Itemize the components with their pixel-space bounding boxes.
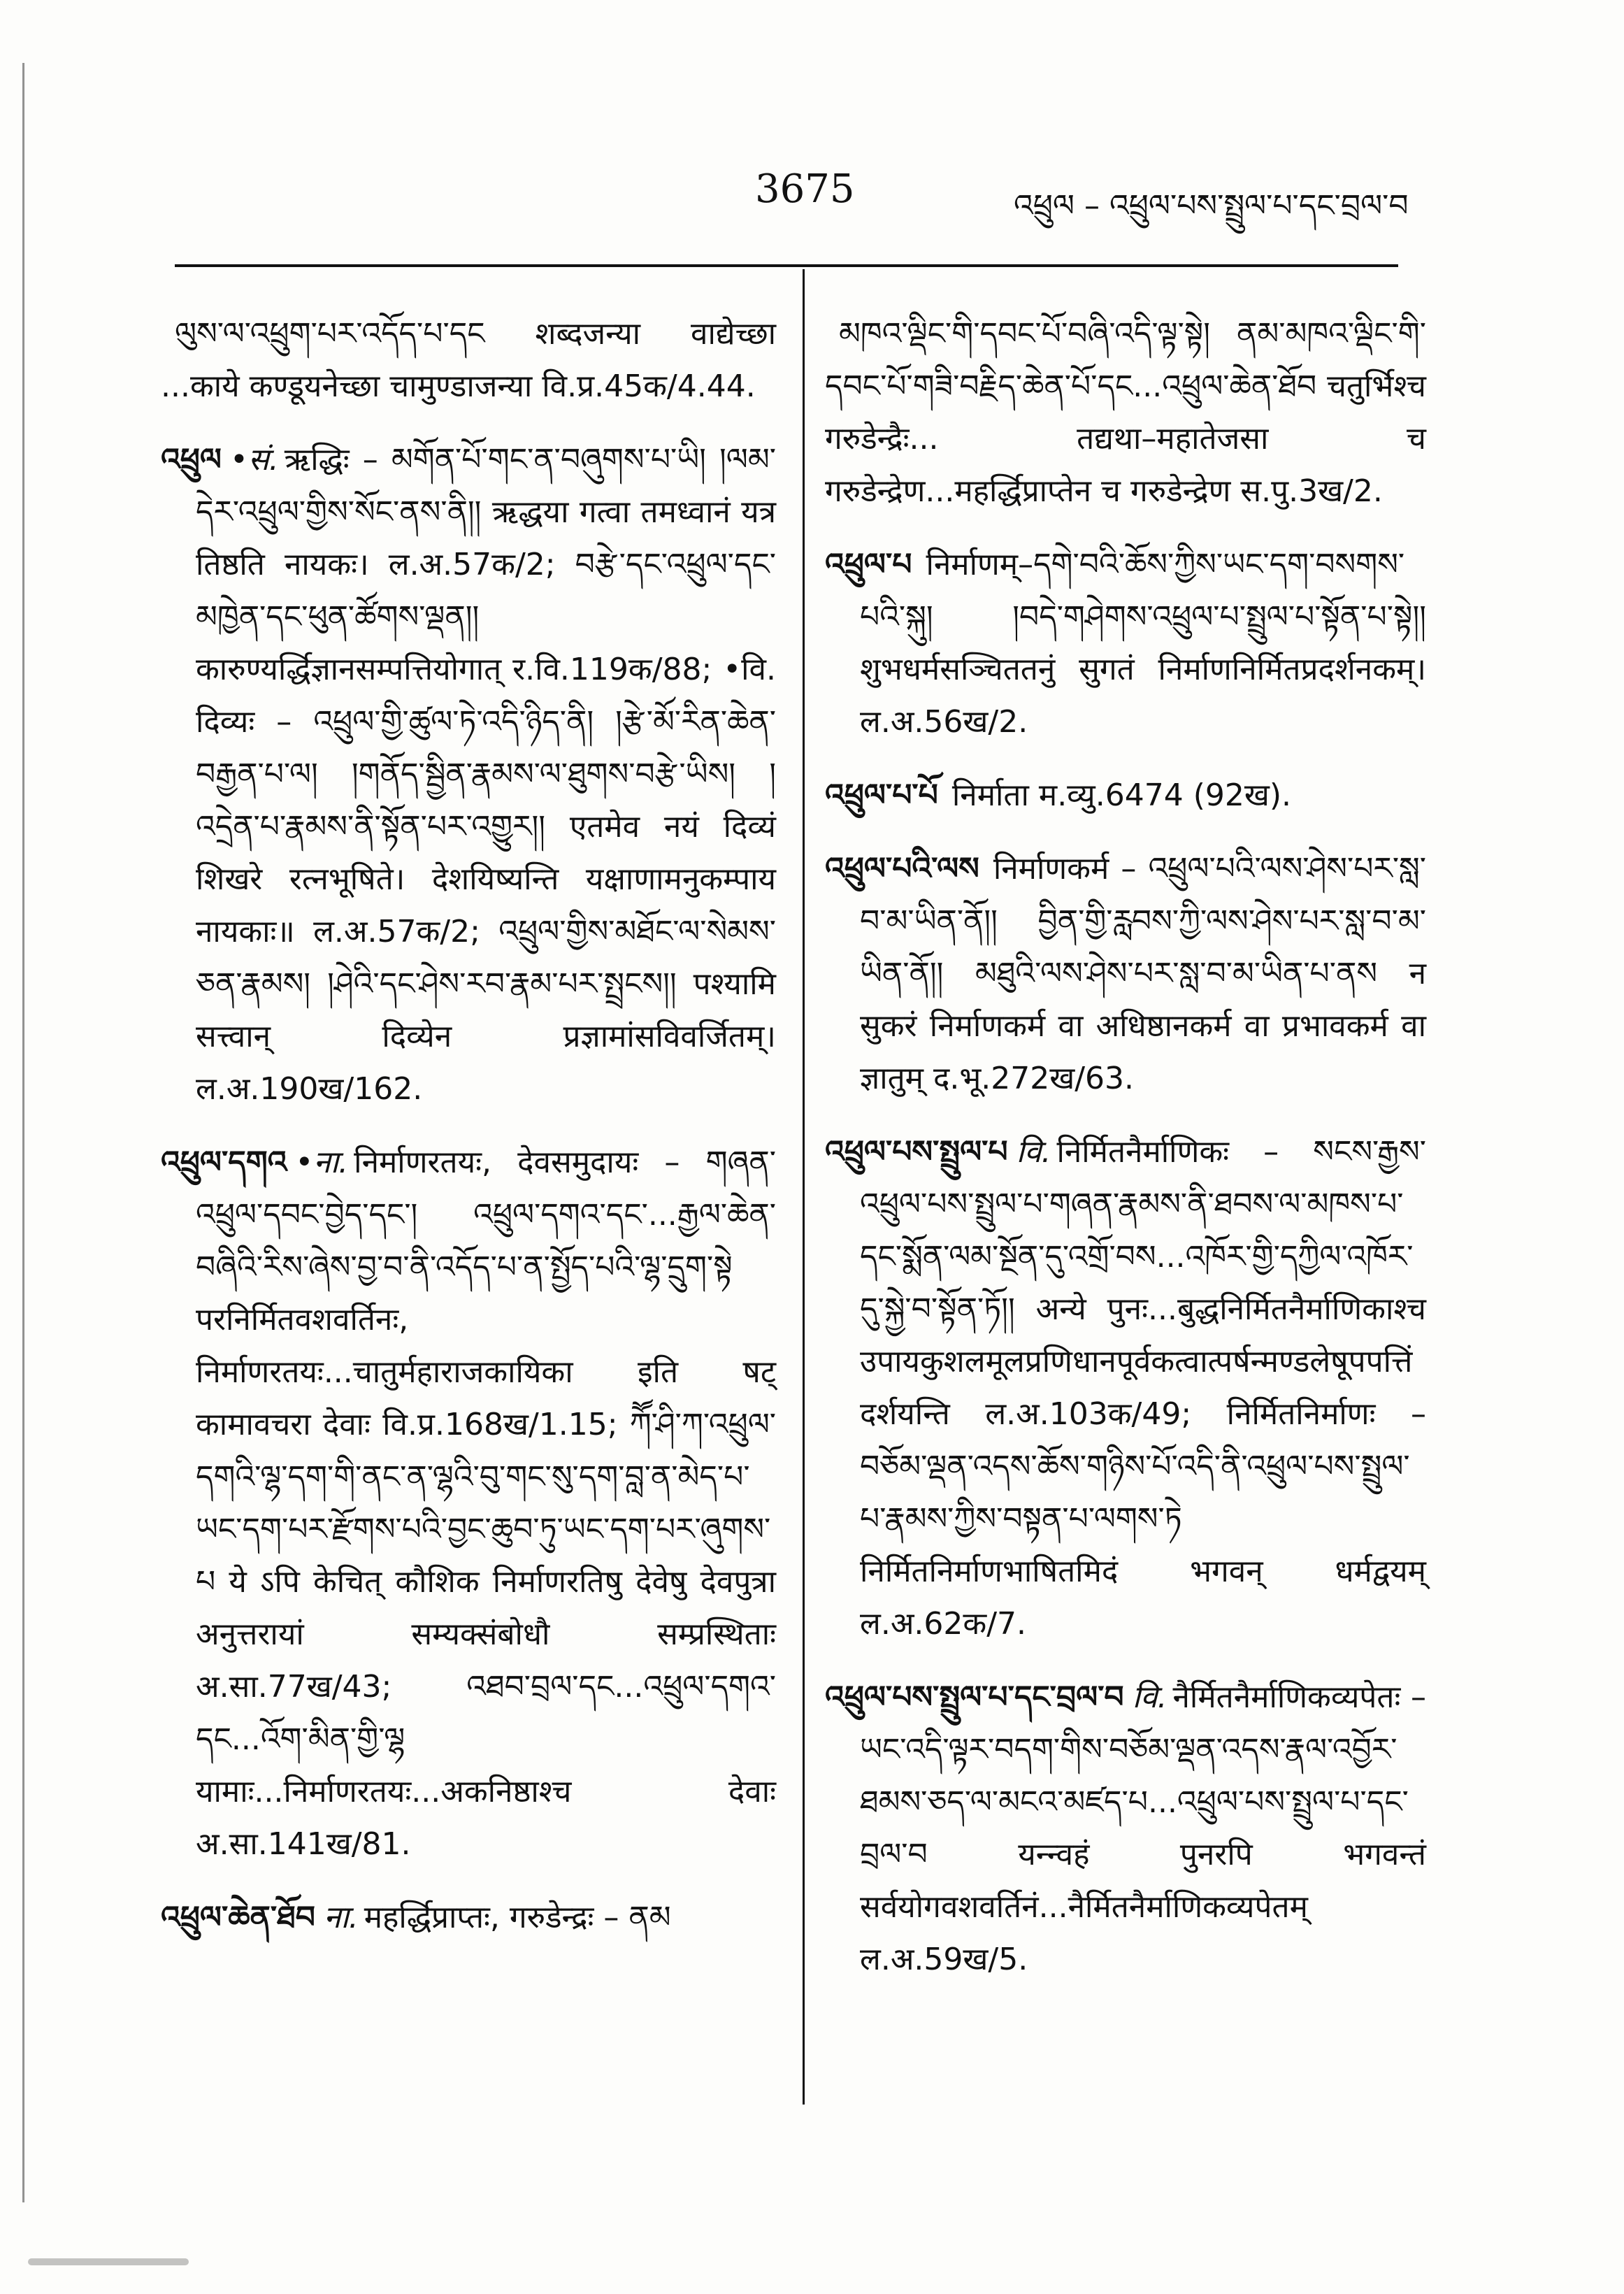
entry-headword: འཕྲུལ་པས་སྤྲུལ་པ: [825, 1134, 1008, 1170]
entry-headword: འཕྲུལ: [161, 442, 222, 478]
dictionary-entry: [825, 1671, 1426, 1986]
page-number: 3675: [755, 166, 855, 212]
dictionary-entry: [161, 308, 776, 413]
entry-text: निर्माणरतयः, देवसमुदायः – གཞན་འཕྲུལ་དབང་བྱེད་དང་། འཕྲུལ་དགའ་དང་...རྒྱལ་ཆེན་བཞིའི་རིས་ཞེས་བྱ་བ་ནི་འདོད་པ་ན་སྤྱོད་པའི་ལྷ་དྲུག་སྟེ परनिर्मितवशवर्तिनः, निर्माणरतयः...चातुर्महाराजकायिका इति षट् कामावचरा देवाः वि.प्र.168ख/1.15; ཀཽ་ཤི་ཀ་འཕྲུལ་དགའི་ལྷ་དག་གི་ནང་ན་ལྷའི་བུ་གང་སུ་དག་བླ་ན་མེད་པ་ཡང་དག་པར་རྫོགས་པའི་བྱང་ཆུབ་ཏུ་ཡང་དག་པར་ཞུགས་པ ये ऽपि केचित् कौशिक निर्माणरतिषु देवेषु देवपुत्रा अनुत्तरायां सम्यक्संबोधौ सम्प्रस्थिताः अ.सा.77ख/43; འཐབ་བྲལ་དང...འཕྲུལ་དགའ་དང...འོག་མིན་གྱི་ལྷ यामाः...निर्माणरतयः...अकनिष्ठाश्च देवाः अ.सा.141ख/81.: [196, 1145, 776, 1862]
dictionary-entry: [161, 1891, 776, 1944]
entry-headword: འཕྲུལ་པའི་ལས: [825, 851, 979, 887]
entry-tag: •ना.: [295, 1145, 349, 1180]
entry-text: མཁའ་ལྡིང་གི་དབང་པོ་བཞི་འདི་ལྟ་སྟེ། ནམ་མཁའ་ལྡིང་གི་དབང་པོ་གཟི་བརྗིད་ཆེན་པོ་དང...འཕྲུལ་ཆེན་ཐོབ चतुर्भिश्च गरुडेन्द्रैः... तद्यथा–महातेजसा च गरुडेन्द्रेण...महर्द्धिप्राप्तेन च गरुडेन्द्रेण स.पु.3ख/2.: [825, 316, 1426, 509]
scan-margin-line: [22, 63, 24, 2202]
running-head: འཕྲུལ – འཕྲུལ་པས་སྤྲུལ་པ་དང་བྲལ་བ: [1014, 188, 1409, 224]
entry-headword: འཕྲུལ་པས་སྤྲུལ་པ་དང་བྲལ་བ: [825, 1679, 1124, 1715]
dictionary-entry: [161, 433, 776, 1115]
entry-headword: འཕྲུལ་པ་པོ: [825, 777, 938, 813]
dictionary-entry: [161, 1136, 776, 1870]
entry-text: निर्मितनैर्माणिकः – སངས་རྒྱས་འཕྲུལ་པས་སྤྲུལ་པ་གཞན་རྣམས་ནི་ཐབས་ལ་མཁས་པ་དང་སྨོན་ལམ་སྔོན་དུ་འགྲོ་བས...འཁོར་གྱི་དཀྱིལ་འཁོར་དུ་སྐྱེ་བ་སྟོན་ཏོ།། अन्ये पुनः...बुद्धनिर्मितनैर्माणिकाश्च उपायकुशलमूलप्रणिधानपूर्वकत्वात्पर्षन्मण्डलेषूपपत्तिं दर्शयन्ति ल.अ.103क/49; निर्मितनिर्माणः – བཅོམ་ལྡན་འདས་ཆོས་གཉིས་པོ་འདི་ནི་འཕྲུལ་པས་སྤྲུལ་པ་རྣམས་ཀྱིས་བསྟན་པ་ལགས་ཏེ निर्मितनिर्माणभाषितमिदं भगवन् धर्मद्वयम् ल.अ.62क/7.: [860, 1134, 1426, 1642]
entry-text: ལུས་ལ་འཕྲུག་པར་འདོད་པ་དང शब्दजन्या वाद्येच्छा ...काये कण्डूयनेच्छा चामुण्डाजन्या वि.प्र.45क/4.44.: [161, 316, 776, 404]
dictionary-entry: [825, 769, 1426, 822]
header-rule: [175, 264, 1398, 267]
scan-smudge: [28, 2258, 189, 2265]
entry-headword: འཕྲུལ་ཆེན་ཐོབ: [161, 1900, 315, 1935]
entry-text: निर्माणम्–དགེ་བའི་ཆོས་ཀྱིས་ཡང་དག་བསགས་པའི་སྐུ། །བདེ་གཤེགས་འཕྲུལ་པ་སྤྲུལ་པ་སྟོན་པ་སྟེ།། शुभधर्मसञ्चिततनुं सुगतं निर्माणनिर्मितप्रदर्शनकम्। ल.अ.56ख/2.: [860, 547, 1426, 740]
dictionary-entry: [825, 1126, 1426, 1650]
dictionary-entry: [825, 843, 1426, 1105]
column-divider: [803, 269, 805, 2105]
entry-text: नैर्मितनैर्माणिकव्यपेतः – ཡང་འདི་ལྟར་བདག་གིས་བཅོམ་ལྡན་འདས་རྣལ་འབྱོར་ཐམས་ཅད་ལ་མངའ་མཛད་པ...འཕྲུལ་པས་སྤྲུལ་པ་དང་བྲལ་བ यन्न्वहं पुनरपि भगवन्तं सर्वयोगवशवर्तिनं...नैर्मितनैर्माणिकव्यपेतम् ल.अ.59ख/5.: [860, 1679, 1426, 1977]
entry-text: ऋद्धिः – མགོན་པོ་གང་ན་བཞུགས་པ་ཡི། །ལམ་དེར་འཕྲུལ་གྱིས་སོང་ནས་ནི།། ऋद्धया गत्वा तमध्वानं यत्र तिष्ठति नायकः। ल.अ.57क/2; བརྩེ་དང་འཕྲུལ་དང་མཁྱེན་དང་ཕུན་ཚོགས་ལྡན།། कारुण्यर्द्धिज्ञानसम्पत्तियोगात् र.वि.119क/88; •वि. दिव्यः – འཕྲུལ་གྱི་ཚུལ་ཏེ་འདི་ཉིད་ནི། །རྩེ་མོ་རིན་ཆེན་བརྒྱན་པ་ལ། །གནོད་སྦྱིན་རྣམས་ལ་ཐུགས་བརྩེ་ཡིས། །འདྲེན་པ་རྣམས་ནི་སྟོན་པར་འགྱུར།། एतमेव नयं दिव्यं शिखरे रत्नभूषिते। देशयिष्यन्ति यक्षाणामनुकम्पाय नायकाः॥ ल.अ.57क/2; འཕྲུལ་གྱིས་མཐོང་ལ་སེམས་ཅན་རྣམས། །ཤེའི་དང་ཤེས་རབ་རྣམ་པར་སྤྲངས།། पश्यामि सत्त्वान् दिव्येन प्रज्ञामांसविवर्जितम्। ल.अ.190ख/162.: [196, 442, 776, 1107]
entry-tag: ना.: [323, 1900, 359, 1935]
right-column: [825, 308, 1426, 2007]
entry-headword: འཕྲུལ་དགའ: [161, 1145, 287, 1180]
dictionary-entry: [825, 538, 1426, 748]
entry-tag: •सं.: [230, 442, 279, 478]
entry-text: निर्माता म.व्यु.6474 (92ख).: [951, 777, 1291, 813]
entry-tag: वि.: [1132, 1679, 1167, 1715]
dictionary-entry: [825, 308, 1426, 517]
left-column: [161, 308, 776, 1965]
entry-tag: वि.: [1016, 1134, 1051, 1170]
entry-text: निर्माणकर्म – འཕྲུལ་པའི་ལས་ཤེས་པར་སླ་བ་མ་ཡིན་ནོ།། བྱིན་གྱི་རླབས་ཀྱི་ལས་ཤེས་པར་སླ་བ་མ་ཡིན་ནོ།། མཐུའི་ལས་ཤེས་པར་སླ་བ་མ་ཡིན་པ་ནས न सुकरं निर्माणकर्म वा अधिष्ठानकर्म वा प्रभावकर्म वा ज्ञातुम् द.भू.272ख/63.: [860, 851, 1426, 1096]
entry-headword: འཕྲུལ་པ: [825, 547, 912, 582]
entry-text: महर्द्धिप्राप्तः, गरुडेन्द्रः – ནམ: [364, 1900, 671, 1935]
